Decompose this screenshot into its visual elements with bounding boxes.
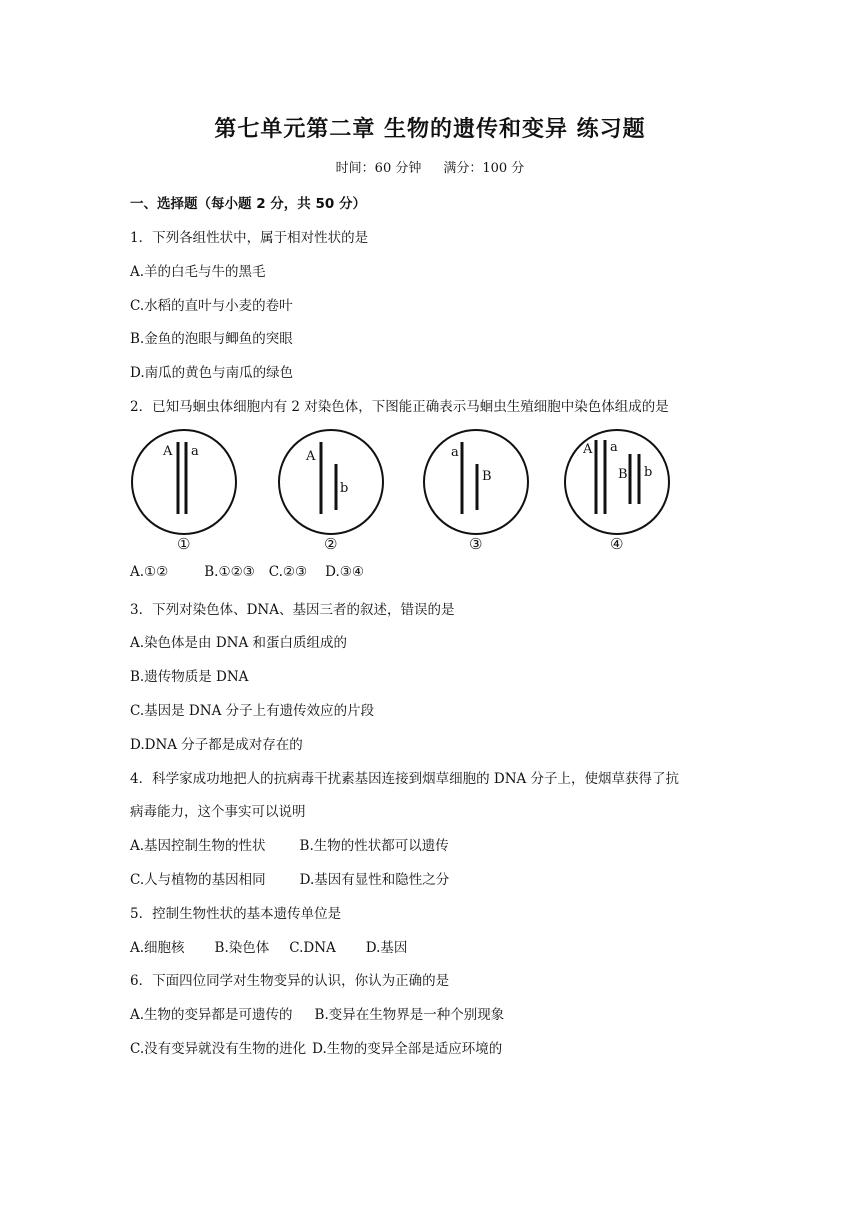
q2-option-a: A.①② bbox=[130, 564, 169, 580]
q5-option-b: B.染色体 bbox=[214, 940, 270, 956]
exam-info bbox=[0, 157, 860, 176]
cell-number: ① bbox=[177, 535, 191, 553]
q3-option-b: B.遗传物质是 DNA bbox=[130, 669, 249, 685]
q3-stem: 3．下列对染色体、DNA、基因三者的叙述，错误的是 bbox=[130, 602, 455, 618]
gene-label: A bbox=[163, 444, 173, 459]
q4-options-row1 bbox=[130, 834, 449, 854]
gene-label: b bbox=[340, 481, 349, 496]
cell-number: ③ bbox=[469, 535, 483, 553]
q6-option-d: D.生物的变异全部是适应环境的 bbox=[312, 1041, 503, 1057]
q1-option-c: C.水稻的直叶与小麦的卷叶 bbox=[130, 298, 293, 314]
cell-4 bbox=[565, 430, 669, 553]
q5-option-a: A.细胞核 bbox=[130, 940, 185, 956]
q4-option-b: B.生物的性状都可以遗传 bbox=[299, 838, 449, 854]
cell-1 bbox=[132, 430, 236, 553]
cell-3 bbox=[424, 430, 528, 553]
q4-option-d: D.基因有显性和隐性之分 bbox=[299, 872, 450, 888]
q3-option-a: A.染色体是由 DNA 和蛋白质组成的 bbox=[130, 635, 348, 651]
q2-option-d: D.③④ bbox=[325, 564, 364, 580]
q6-option-c: C.没有变异就没有生物的进化 bbox=[130, 1041, 307, 1057]
q5-options bbox=[130, 936, 407, 956]
gene-label: a bbox=[191, 444, 199, 459]
q2-stem: 2．已知马蛔虫体细胞内有 2 对染色体，下图能正确表示马蛔虫生殖细胞中染色体组成的是 bbox=[130, 399, 669, 415]
q4-stem-line2: 病毒能力，这个事实可以说明 bbox=[130, 804, 306, 820]
cell-number: ④ bbox=[610, 535, 624, 553]
q4-stem-line1: 4．科学家成功地把人的抗病毒干扰素基因连接到烟草细胞的 DNA 分子上，使烟草获得了抗 bbox=[130, 771, 680, 787]
exam-time: 时间：60 分钟 bbox=[335, 161, 422, 176]
q6-option-a: A.生物的变异都是可遗传的 bbox=[130, 1007, 293, 1023]
gene-label: a bbox=[451, 445, 459, 460]
section-heading: 一、选择题（每小题 2 分，共 50 分） bbox=[130, 196, 366, 212]
q6-options-row1 bbox=[130, 1003, 504, 1023]
cell-2 bbox=[279, 430, 383, 553]
q2-option-c: C.②③ bbox=[268, 564, 308, 580]
gene-label: A bbox=[583, 442, 593, 457]
cell-number: ② bbox=[324, 535, 338, 553]
gene-label: B bbox=[618, 467, 628, 482]
q1-option-a: A.羊的白毛与牛的黑毛 bbox=[130, 264, 266, 280]
page-title: 第七单元第二章 生物的遗传和变异 练习题 bbox=[214, 117, 646, 142]
q6-options-row2 bbox=[130, 1037, 502, 1057]
gene-label: a bbox=[610, 440, 618, 455]
gene-label: B bbox=[482, 469, 492, 484]
q5-option-c: C.DNA bbox=[289, 940, 336, 956]
q4-option-c: C.人与植物的基因相同 bbox=[130, 872, 266, 888]
q6-stem: 6．下面四位同学对生物变异的认识，你认为正确的是 bbox=[130, 973, 450, 989]
q3-option-c: C.基因是 DNA 分子上有遗传效应的片段 bbox=[130, 703, 375, 719]
q1-option-d: D.南瓜的黄色与南瓜的绿色 bbox=[130, 365, 294, 381]
q5-stem: 5．控制生物性状的基本遗传单位是 bbox=[130, 906, 342, 922]
q6-option-b: B.变异在生物界是一种个别现象 bbox=[314, 1007, 505, 1023]
q2-options bbox=[130, 564, 364, 580]
q5-option-d: D.基因 bbox=[365, 940, 408, 956]
chromosome-figure bbox=[128, 418, 758, 554]
q1-stem: 1．下列各组性状中，属于相对性状的是 bbox=[130, 230, 369, 246]
q4-option-a: A.基因控制生物的性状 bbox=[130, 838, 266, 854]
q3-option-d: D.DNA 分子都是成对存在的 bbox=[130, 737, 303, 753]
q1-option-b: B.金鱼的泡眼与鲫鱼的突眼 bbox=[130, 331, 293, 347]
q4-options-row2 bbox=[130, 868, 449, 888]
gene-label: A bbox=[306, 449, 316, 464]
exam-score: 满分：100 分 bbox=[443, 161, 525, 176]
gene-label: b bbox=[644, 465, 653, 480]
q2-option-b: B.①②③ bbox=[204, 564, 255, 580]
